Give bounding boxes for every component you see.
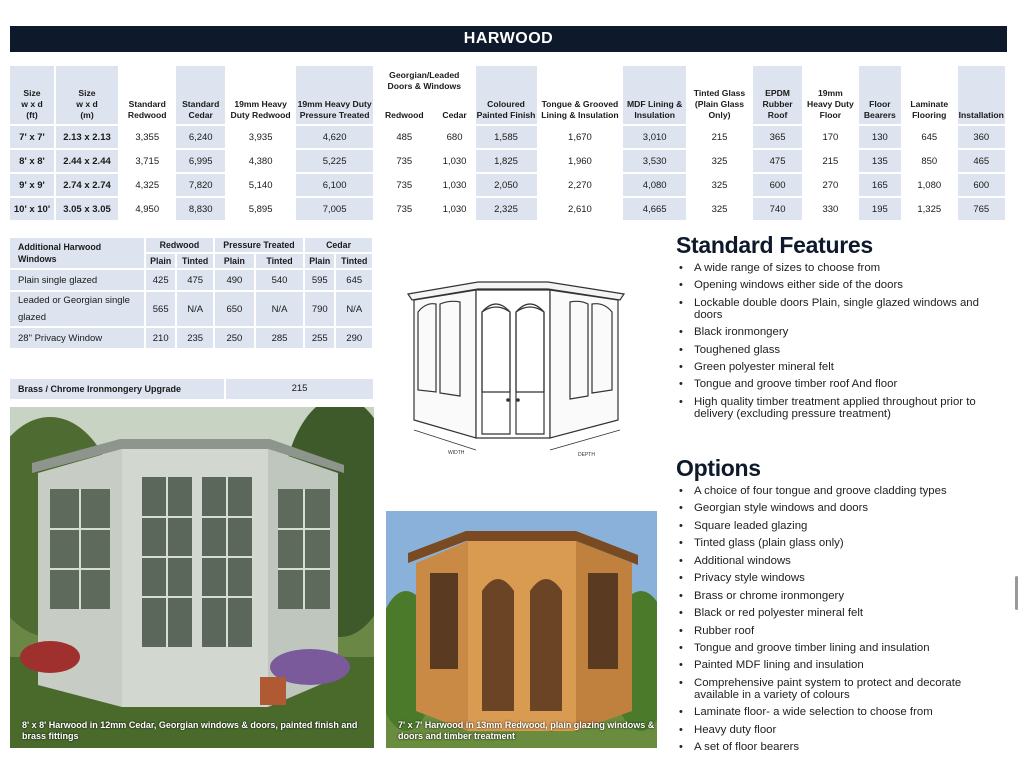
list-item: • Painted MDF lining and insulation <box>676 659 1006 671</box>
price-cell: 8,830 <box>176 198 225 220</box>
photo2-caption: 7' x 7' Harwood in 13mm Redwood, plain glazing windows & doors and timber treatment <box>398 720 655 741</box>
header-georgian-redwood: Redwood <box>375 98 434 124</box>
price-cell: 170 <box>804 126 857 148</box>
price-row <box>10 174 1005 196</box>
windows-cell: 790 <box>305 292 334 326</box>
list-item: • Toughened glass <box>676 344 1006 356</box>
price-cell: 8' x 8' <box>10 150 54 172</box>
price-cell: 645 <box>903 126 956 148</box>
price-cell: 735 <box>375 174 434 196</box>
price-cell: 325 <box>688 198 751 220</box>
price-cell: 135 <box>859 150 901 172</box>
windows-cell: 475 <box>177 270 213 290</box>
list-item: • Opening windows either side of the doors <box>676 279 1006 291</box>
price-cell: 1,585 <box>476 126 537 148</box>
price-cell: 270 <box>804 174 857 196</box>
price-cell: 9' x 9' <box>10 174 54 196</box>
summerhouse-sketch <box>398 272 634 468</box>
price-cell: 3,530 <box>623 150 686 172</box>
price-row <box>10 198 1005 220</box>
windows-cell: 650 <box>215 292 254 326</box>
windows-cell: 255 <box>305 328 334 348</box>
windows-row <box>10 270 372 290</box>
price-cell: 7' x 7' <box>10 126 54 148</box>
windows-cell: N/A <box>177 292 213 326</box>
photo-painted-cedar-image <box>10 407 374 748</box>
price-cell: 735 <box>375 198 434 220</box>
price-cell: 4,950 <box>120 198 174 220</box>
header-bearers: Floor Bearers <box>859 66 901 124</box>
windows-cell: 210 <box>146 328 175 348</box>
list-item: • Tinted glass (plain glass only) <box>676 537 1006 549</box>
price-cell: 2.74 x 2.74 <box>56 174 118 196</box>
sketch-depth-label: DEPTH <box>578 452 595 458</box>
price-cell: 4,665 <box>623 198 686 220</box>
windows-cell: 425 <box>146 270 175 290</box>
standard-features <box>676 232 1006 425</box>
list-item: • Green polyester mineral felt <box>676 361 1006 373</box>
header-coloured: Coloured Painted Finish <box>476 66 537 124</box>
windows-table-title: Additional Harwood Windows <box>10 238 144 268</box>
windows-sub-plain: Plain <box>146 254 175 268</box>
header-epdm: EPDM Rubber Roof <box>753 66 802 124</box>
price-row <box>10 126 1005 148</box>
windows-cell: 645 <box>336 270 372 290</box>
brass-upgrade-row <box>10 379 373 399</box>
price-cell: 3,715 <box>120 150 174 172</box>
windows-sub-tinted: Tinted <box>256 254 303 268</box>
windows-cell: 250 <box>215 328 254 348</box>
price-cell: 215 <box>688 126 751 148</box>
photo-painted-cedar <box>10 407 374 748</box>
price-cell: 130 <box>859 126 901 148</box>
price-table <box>10 64 1007 222</box>
windows-cell: 235 <box>177 328 213 348</box>
price-cell: 7,005 <box>296 198 373 220</box>
price-cell: 1,030 <box>436 198 474 220</box>
header-georgian: Georgian/Leaded Doors & Windows <box>375 66 474 96</box>
price-cell: 5,225 <box>296 150 373 172</box>
list-item: • A choice of four tongue and groove cladding types <box>676 485 1006 497</box>
price-cell: 1,030 <box>436 150 474 172</box>
photo1-caption: 8' x 8' Harwood in 12mm Cedar, Georgian windows & doors, painted finish and brass fittings <box>22 720 358 741</box>
header-installation: Installation <box>958 66 1006 124</box>
price-cell: 2,325 <box>476 198 537 220</box>
header-heavy-duty-pressure: 19mm Heavy Duty Pressure Treated <box>296 66 373 124</box>
price-cell: 5,895 <box>227 198 294 220</box>
header-size-ft: Size w x d (ft) <box>10 66 54 124</box>
windows-row <box>10 328 372 348</box>
windows-cell: 595 <box>305 270 334 290</box>
windows-row-label: 28" Privacy Window <box>10 328 144 348</box>
price-cell: 7,820 <box>176 174 225 196</box>
header-size-m: Size w x d (m) <box>56 66 118 124</box>
header-mdf: MDF Lining & Insulation <box>623 66 686 124</box>
price-cell: 1,960 <box>539 150 622 172</box>
price-cell: 1,080 <box>903 174 956 196</box>
list-item: • Black or red polyester mineral felt <box>676 607 1006 619</box>
brass-upgrade-value: 215 <box>226 379 373 399</box>
windows-cell: 490 <box>215 270 254 290</box>
price-cell: 6,100 <box>296 174 373 196</box>
header-tinted: Tinted Glass (Plain Glass Only) <box>688 66 751 124</box>
list-item: • Black ironmongery <box>676 326 1006 338</box>
price-cell: 5,140 <box>227 174 294 196</box>
windows-cell: 565 <box>146 292 175 326</box>
price-cell: 6,240 <box>176 126 225 148</box>
header-floor: 19mm Heavy Duty Floor <box>804 66 857 124</box>
header-tongue-groove: Tongue & Grooved Lining & Insulation <box>539 66 622 124</box>
standard-features-list <box>676 262 1006 420</box>
page-title: HARWOOD <box>10 26 1007 52</box>
price-cell: 215 <box>804 150 857 172</box>
list-item: • Additional windows <box>676 555 1006 567</box>
price-cell: 4,620 <box>296 126 373 148</box>
price-cell: 1,325 <box>903 198 956 220</box>
price-cell: 850 <box>903 150 956 172</box>
price-cell: 2,270 <box>539 174 622 196</box>
windows-cell: 540 <box>256 270 303 290</box>
price-cell: 3,010 <box>623 126 686 148</box>
header-standard-redwood: Standard Redwood <box>120 66 174 124</box>
windows-group-pressure: Pressure Treated <box>215 238 303 252</box>
windows-row <box>10 292 372 326</box>
price-cell: 2,050 <box>476 174 537 196</box>
windows-row-label: Plain single glazed <box>10 270 144 290</box>
windows-cell: N/A <box>256 292 303 326</box>
windows-sub-tinted: Tinted <box>336 254 372 268</box>
windows-sub-tinted: Tinted <box>177 254 213 268</box>
windows-group-redwood: Redwood <box>146 238 213 252</box>
price-row <box>10 150 1005 172</box>
options-title: Options <box>676 455 761 481</box>
price-cell: 1,825 <box>476 150 537 172</box>
price-cell: 4,080 <box>623 174 686 196</box>
header-heavy-duty-redwood: 19mm Heavy Duty Redwood <box>227 66 294 124</box>
options-list <box>676 485 1006 753</box>
price-cell: 325 <box>688 174 751 196</box>
windows-row-label: Leaded or Georgian single glazed <box>10 292 144 326</box>
price-cell: 4,380 <box>227 150 294 172</box>
brass-upgrade-label: Brass / Chrome Ironmongery Upgrade <box>10 379 224 399</box>
photo-redwood-image <box>386 511 657 748</box>
windows-cell: 290 <box>336 328 372 348</box>
price-cell: 165 <box>859 174 901 196</box>
price-cell: 765 <box>958 198 1006 220</box>
price-cell: 360 <box>958 126 1006 148</box>
scrollbar[interactable] <box>1015 576 1018 610</box>
photo-redwood <box>386 511 657 748</box>
sketch-width-label: WIDTH <box>448 450 465 456</box>
price-cell: 195 <box>859 198 901 220</box>
price-cell: 3,355 <box>120 126 174 148</box>
windows-group-cedar: Cedar <box>305 238 372 252</box>
price-cell: 465 <box>958 150 1006 172</box>
list-item: • Square leaded glazing <box>676 520 1006 532</box>
list-item: • Laminate floor- a wide selection to choose from <box>676 706 1006 718</box>
price-cell: 10' x 10' <box>10 198 54 220</box>
price-cell: 485 <box>375 126 434 148</box>
header-georgian-cedar: Cedar <box>436 98 474 124</box>
price-cell: 4,325 <box>120 174 174 196</box>
windows-cell: 285 <box>256 328 303 348</box>
header-standard-cedar: Standard Cedar <box>176 66 225 124</box>
price-cell: 2,610 <box>539 198 622 220</box>
price-cell: 600 <box>958 174 1006 196</box>
list-item: • Georgian style windows and doors <box>676 502 1006 514</box>
price-cell: 6,995 <box>176 150 225 172</box>
windows-sub-plain: Plain <box>215 254 254 268</box>
price-cell: 740 <box>753 198 802 220</box>
list-item: • High quality timber treatment applied throughout prior to delivery (excluding pressure treatment) <box>676 396 1006 420</box>
list-item: • Rubber roof <box>676 625 1006 637</box>
list-item: • Comprehensive paint system to protect and decorate available in a variety of colours <box>676 677 1006 701</box>
price-cell: 680 <box>436 126 474 148</box>
list-item: • Privacy style windows <box>676 572 1006 584</box>
additional-windows-table <box>10 236 374 350</box>
list-item: • Tongue and groove timber lining and insulation <box>676 642 1006 654</box>
list-item: • Brass or chrome ironmongery <box>676 590 1006 602</box>
list-item: • Heavy duty floor <box>676 724 1006 736</box>
windows-sub-plain: Plain <box>305 254 334 268</box>
price-cell: 2.44 x 2.44 <box>56 150 118 172</box>
price-cell: 3.05 x 3.05 <box>56 198 118 220</box>
list-item: • Tongue and groove timber roof And floor <box>676 378 1006 390</box>
options <box>676 455 1006 759</box>
price-cell: 330 <box>804 198 857 220</box>
price-cell: 3,935 <box>227 126 294 148</box>
list-item: • Lockable double doors Plain, single glazed windows and doors <box>676 297 1006 321</box>
header-laminate: Laminate Flooring <box>903 66 956 124</box>
price-cell: 735 <box>375 150 434 172</box>
price-cell: 325 <box>688 150 751 172</box>
price-cell: 1,030 <box>436 174 474 196</box>
price-cell: 365 <box>753 126 802 148</box>
list-item: • A wide range of sizes to choose from <box>676 262 1006 274</box>
price-cell: 600 <box>753 174 802 196</box>
price-cell: 2.13 x 2.13 <box>56 126 118 148</box>
list-item: • A set of floor bearers <box>676 741 1006 753</box>
price-cell: 1,670 <box>539 126 622 148</box>
standard-features-title: Standard Features <box>676 232 873 258</box>
windows-cell: N/A <box>336 292 372 326</box>
price-cell: 475 <box>753 150 802 172</box>
